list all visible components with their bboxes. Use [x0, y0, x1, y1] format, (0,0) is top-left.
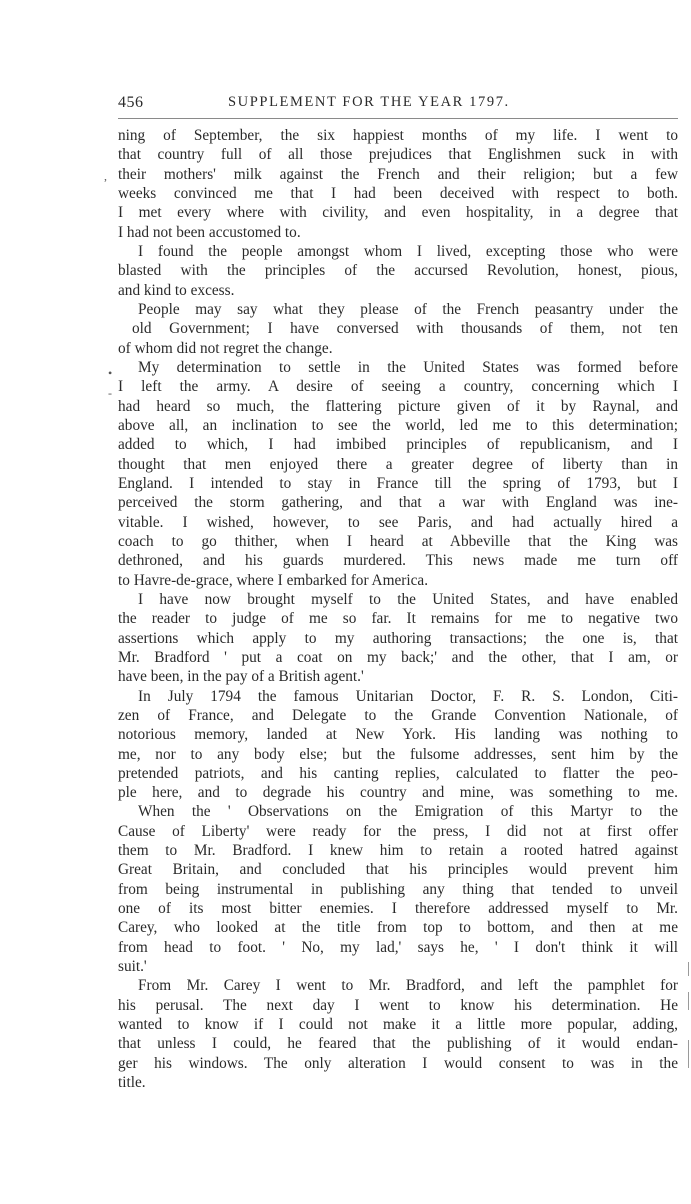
text-line: dethroned, and his guards murdered. This news made me turn off	[118, 552, 678, 570]
text-line: ple here, and to degrade his country and mine, was something to me.	[118, 784, 678, 802]
text-line: assertions which apply to my authoring transactions; the one is, that	[118, 629, 678, 647]
text-line: perceived the storm gathering, and that a war with England was ine-	[118, 494, 678, 512]
text-line: Great Britain, and concluded that his principles would prevent him	[118, 861, 678, 879]
text-line: Mr. Bradford ' put a coat on my back;' and the other, that I am, or	[118, 648, 678, 666]
header-rule	[118, 118, 678, 119]
text-line: their mothers' milk against the French and their religion; but a few	[118, 165, 678, 183]
text-line: coach to go thither, when I heard at Abbeville that the King was	[118, 532, 678, 550]
text-line: from head to foot. ' No, my lad,' says he, ' I don't think it will	[118, 938, 678, 956]
text-line: When the ' Observations on the Emigration of this Martyr to the	[138, 803, 678, 821]
text-line: I left the army. A desire of seeing a country, concerning which I	[118, 378, 678, 396]
body-text	[118, 126, 678, 1092]
text-line: above all, an inclination to see the world, led me to this determination;	[118, 416, 678, 434]
text-line: From Mr. Carey I went to Mr. Bradford, and left the pamphlet for	[138, 977, 678, 995]
page-edge-mark	[688, 1040, 689, 1068]
text-line: one of its most bitter enemies. I therefore addressed myself to Mr.	[118, 900, 678, 918]
text-line: his perusal. The next day I went to know his determination. He	[118, 996, 678, 1014]
text-line: and kind to excess.	[118, 281, 235, 299]
text-line: blasted with the principles of the accursed Revolution, honest, pious,	[118, 262, 678, 280]
running-head: SUPPLEMENT FOR THE YEAR 1797.	[228, 94, 510, 110]
text-line: I had not been accustomed to.	[118, 223, 301, 241]
text-line: of whom did not regret the change.	[118, 339, 333, 357]
text-line: notorious memory, landed at New York. His landing was nothing to	[118, 726, 678, 744]
text-line: zen of France, and Delegate to the Grande Convention Nationale, of	[118, 706, 678, 724]
text-line: ning of September, the six happiest months of my life. I went to	[118, 127, 678, 144]
text-line: thought that men enjoyed there a greater degree of liberty than in	[118, 455, 678, 473]
text-line: People may say what they please of the French peasantry under the	[138, 300, 678, 318]
text-line: added to which, I had imbibed principles of republicanism, and I	[118, 436, 678, 454]
margin-speck: •	[108, 366, 113, 380]
text-line: wanted to know if I could not make it a little more popular, adding,	[118, 1016, 678, 1034]
page-edge-mark	[688, 992, 689, 1010]
text-line: weeks convinced me that I had been deceived with respect to both.	[118, 184, 678, 202]
text-line: that unless I could, he feared that the publishing of it would endan-	[118, 1035, 678, 1053]
text-line: vitable. I wished, however, to see Paris, and had actually hired a	[118, 513, 678, 531]
text-line: them to Mr. Bradford. I knew him to retain a rooted hatred against	[118, 842, 678, 860]
text-line: me, nor to any body else; but the fulsome addresses, sent him by the	[118, 745, 678, 763]
text-line: title.	[118, 1074, 146, 1092]
margin-speck: -	[108, 386, 112, 400]
text-line: Carey, who looked at the title from top to bottom, and then at me	[118, 919, 678, 937]
page-edge-mark	[688, 962, 689, 976]
text-line: My determination to settle in the United States was formed before	[138, 358, 678, 376]
text-line: I have now brought myself to the United States, and have enabled	[138, 590, 678, 608]
text-line: England. I intended to stay in France till the spring of 1793, but I	[118, 474, 678, 492]
text-line: suit.'	[118, 958, 147, 976]
margin-speck: ,	[104, 169, 107, 183]
text-line: old Government; I have conversed with thousands of them, not ten	[132, 320, 678, 338]
page-number: 456	[118, 94, 144, 111]
text-line: that country full of all those prejudices that Englishmen suck in with	[118, 146, 678, 164]
text-line: pretended patriots, and his canting replies, calculated to flatter the peo-	[118, 764, 678, 782]
text-line: In July 1794 the famous Unitarian Doctor, F. R. S. London, Citi-	[138, 687, 678, 705]
page-header	[118, 94, 678, 116]
text-line: to Havre-de-grace, where I embarked for America.	[118, 571, 429, 589]
text-line: from being instrumental in publishing any thing that tended to unveil	[118, 880, 678, 898]
text-line: ger his windows. The only alteration I would consent to was in the	[118, 1054, 678, 1072]
text-line: I found the people amongst whom I lived, excepting those who were	[138, 242, 678, 260]
text-line: I met every where with civility, and even hospitality, in a degree that	[118, 204, 678, 222]
text-line: had heard so much, the flattering picture given of it by Raynal, and	[118, 397, 678, 415]
text-line: the reader to judge of me so far. It remains for me to negative two	[118, 610, 678, 628]
text-line: Cause of Liberty' were ready for the press, I did not at first offer	[118, 822, 678, 840]
text-line: have been, in the pay of a British agent.'	[118, 668, 364, 686]
